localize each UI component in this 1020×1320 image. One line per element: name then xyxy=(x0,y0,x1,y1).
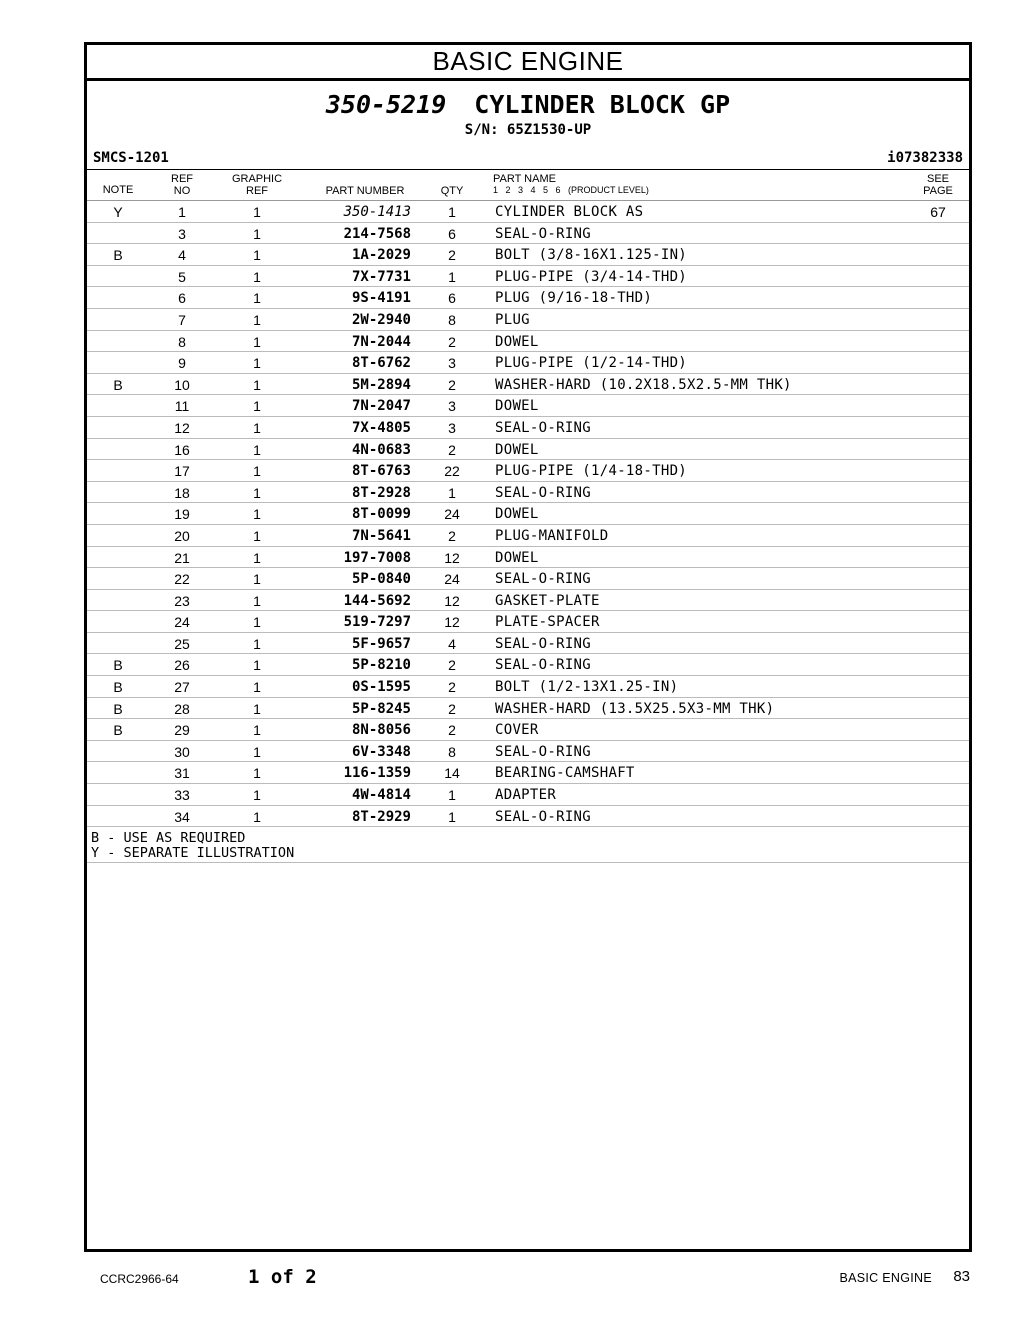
qty-cell: 1 xyxy=(448,204,456,220)
part-name-cell: WASHER-HARD (13.5X25.5X3-MM THK) xyxy=(495,700,775,717)
qty-cell: 3 xyxy=(448,398,456,415)
part-name-cell: PLUG xyxy=(495,311,530,328)
ref-no-cell: 19 xyxy=(174,506,190,523)
qty-cell: 2 xyxy=(448,333,456,350)
part-name-cell: GASKET-PLATE xyxy=(495,592,600,609)
footer-section: BASIC ENGINE xyxy=(839,1271,932,1285)
group-name: CYLINDER BLOCK GP xyxy=(474,90,731,119)
qty-cell: 2 xyxy=(448,441,456,458)
table-row xyxy=(87,654,969,676)
publication-number: CCRC2966-64 xyxy=(100,1272,179,1286)
ref-no-cell: 8 xyxy=(178,333,186,350)
ref-no-cell: 1 xyxy=(178,204,186,220)
table-row xyxy=(87,698,969,720)
qty-cell: 3 xyxy=(448,355,456,372)
ref-no-cell: 28 xyxy=(174,700,190,717)
table-row xyxy=(87,309,969,331)
part-name-cell: BEARING-CAMSHAFT xyxy=(495,765,635,782)
graphic-ref-cell: 1 xyxy=(253,614,261,631)
graphic-ref-cell: 1 xyxy=(253,787,261,804)
page-footer xyxy=(0,1266,1020,1290)
page-number: 83 xyxy=(953,1268,970,1285)
graphic-ref-cell: 1 xyxy=(253,527,261,544)
part-number-cell: 8T-6762 xyxy=(351,355,411,372)
graphic-ref-cell: 1 xyxy=(253,571,261,588)
note-cell: B xyxy=(113,657,123,674)
qty-cell: 1 xyxy=(448,268,456,285)
part-name-cell: SEAL-O-RING xyxy=(495,571,592,588)
graphic-ref-cell: 1 xyxy=(253,355,261,372)
table-row xyxy=(87,395,969,417)
table-row xyxy=(87,287,969,309)
parts-list xyxy=(87,201,969,827)
part-name-cell: DOWEL xyxy=(495,441,539,458)
part-number-cell: 6V-3348 xyxy=(351,743,411,760)
note-cell: B xyxy=(113,700,123,717)
note-y: Y - SEPARATE ILLUSTRATION xyxy=(91,845,295,862)
ref-no-cell: 22 xyxy=(174,571,190,588)
table-row xyxy=(87,460,969,482)
part-number-cell: 2W-2940 xyxy=(351,311,411,328)
part-name-cell: PLUG-PIPE (1/4-18-THD) xyxy=(495,463,688,480)
note-cell: B xyxy=(113,376,123,393)
smcs-code: SMCS-1201 xyxy=(93,150,169,166)
ref-no-cell: 6 xyxy=(178,290,186,307)
table-row xyxy=(87,547,969,569)
qty-cell: 22 xyxy=(444,463,460,480)
ref-no-cell: 33 xyxy=(174,787,190,804)
header-part-name: PART NAME xyxy=(493,173,556,185)
qty-cell: 2 xyxy=(448,527,456,544)
part-name-cell: SEAL-O-RING xyxy=(495,225,592,242)
part-number-cell: 8T-0099 xyxy=(351,506,411,523)
part-name-cell: SEAL-O-RING xyxy=(495,808,592,825)
group-number: 350-5219 xyxy=(325,90,447,119)
part-name-cell: PLUG (9/16-18-THD) xyxy=(495,290,653,307)
part-number-cell: 4W-4814 xyxy=(351,787,411,804)
part-number-cell: 9S-4191 xyxy=(351,290,411,307)
qty-cell: 1 xyxy=(448,484,456,501)
graphic-ref-cell: 1 xyxy=(253,722,261,739)
ref-no-cell: 18 xyxy=(174,484,190,501)
ref-no-cell: 30 xyxy=(174,743,190,760)
header-ref-top: REF xyxy=(171,173,193,185)
table-row xyxy=(87,525,969,547)
graphic-ref-cell: 1 xyxy=(253,484,261,501)
qty-cell: 3 xyxy=(448,419,456,436)
header-note: NOTE xyxy=(102,184,134,196)
ref-no-cell: 9 xyxy=(178,355,186,372)
part-number-cell: 5P-8210 xyxy=(351,657,411,674)
note-cell: B xyxy=(113,679,123,696)
table-row xyxy=(87,568,969,590)
table-row xyxy=(87,741,969,763)
header-see-bottom: PAGE xyxy=(923,185,953,197)
part-number-cell: 116-1359 xyxy=(343,765,411,782)
graphic-ref-cell: 1 xyxy=(253,333,261,350)
graphic-ref-cell: 1 xyxy=(253,311,261,328)
table-row xyxy=(87,266,969,288)
part-name-cell: PLUG-PIPE (1/2-14-THD) xyxy=(495,355,688,372)
part-number-cell: 350-1413 xyxy=(343,204,411,220)
part-number-cell: 7N-2044 xyxy=(351,333,411,350)
qty-cell: 14 xyxy=(444,765,460,782)
qty-cell: 24 xyxy=(444,571,460,588)
part-number-cell: 5P-0840 xyxy=(351,571,411,588)
part-name-cell: SEAL-O-RING xyxy=(495,419,592,436)
part-name-cell: DOWEL xyxy=(495,398,539,415)
graphic-ref-cell: 1 xyxy=(253,765,261,782)
table-row xyxy=(87,201,969,223)
part-name-cell: SEAL-O-RING xyxy=(495,635,592,652)
qty-cell: 12 xyxy=(444,549,460,566)
header-gref-bottom: REF xyxy=(246,185,268,197)
ref-no-cell: 34 xyxy=(174,808,190,825)
illustration-id: i07382338 xyxy=(887,150,963,166)
ref-no-cell: 11 xyxy=(174,398,190,415)
part-name-cell: ADAPTER xyxy=(495,787,557,804)
part-name-cell: BOLT (1/2-13X1.25-IN) xyxy=(495,679,679,696)
part-name-cell: CYLINDER BLOCK AS xyxy=(495,204,644,220)
table-row xyxy=(87,331,969,353)
qty-cell: 2 xyxy=(448,700,456,717)
ref-no-cell: 5 xyxy=(178,268,186,285)
part-number-cell: 4N-0683 xyxy=(351,441,411,458)
part-name-cell: DOWEL xyxy=(495,333,539,350)
ref-no-cell: 23 xyxy=(174,592,190,609)
table-row xyxy=(87,223,969,245)
part-name-cell: SEAL-O-RING xyxy=(495,657,592,674)
qty-cell: 1 xyxy=(448,808,456,825)
ref-no-cell: 7 xyxy=(178,311,186,328)
graphic-ref-cell: 1 xyxy=(253,808,261,825)
part-number-cell: 197-7008 xyxy=(343,549,411,566)
header-product-level: 1 2 3 4 5 6 (PRODUCT LEVEL) xyxy=(493,185,649,195)
qty-cell: 2 xyxy=(448,247,456,264)
ref-no-cell: 12 xyxy=(174,419,190,436)
part-name-cell: WASHER-HARD (10.2X18.5X2.5-MM THK) xyxy=(495,376,792,393)
part-number-cell: 7N-2047 xyxy=(351,398,411,415)
part-number-cell: 214-7568 xyxy=(343,225,411,242)
part-name-cell: PLUG-MANIFOLD xyxy=(495,527,609,544)
table-row xyxy=(87,439,969,461)
qty-cell: 24 xyxy=(444,506,460,523)
qty-cell: 12 xyxy=(444,592,460,609)
part-number-cell: 7N-5641 xyxy=(351,527,411,544)
note-cell: B xyxy=(113,247,123,264)
part-number-cell: 144-5692 xyxy=(343,592,411,609)
ref-no-cell: 31 xyxy=(174,765,190,782)
graphic-ref-cell: 1 xyxy=(253,463,261,480)
part-number-cell: 8T-2929 xyxy=(351,808,411,825)
note-cell: B xyxy=(113,722,123,739)
part-number-cell: 0S-1595 xyxy=(351,679,411,696)
qty-cell: 6 xyxy=(448,290,456,307)
part-name-cell: PLATE-SPACER xyxy=(495,614,600,631)
part-number-cell: 519-7297 xyxy=(343,614,411,631)
part-number-cell: 8T-2928 xyxy=(351,484,411,501)
table-row xyxy=(87,611,969,633)
table-row xyxy=(87,244,969,266)
part-number-cell: 8T-6763 xyxy=(351,463,411,480)
graphic-ref-cell: 1 xyxy=(253,419,261,436)
ref-no-cell: 17 xyxy=(174,463,190,480)
note-cell: Y xyxy=(113,204,123,220)
table-row xyxy=(87,762,969,784)
qty-cell: 8 xyxy=(448,311,456,328)
graphic-ref-cell: 1 xyxy=(253,204,261,220)
part-number-cell: 5P-8245 xyxy=(351,700,411,717)
qty-cell: 1 xyxy=(448,787,456,804)
graphic-ref-cell: 1 xyxy=(253,743,261,760)
ref-no-cell: 27 xyxy=(174,679,190,696)
table-row xyxy=(87,352,969,374)
part-number-cell: 5F-9657 xyxy=(351,635,411,652)
ref-no-cell: 4 xyxy=(178,247,186,264)
table-row xyxy=(87,719,969,741)
ref-no-cell: 16 xyxy=(174,441,190,458)
header-qty: QTY xyxy=(440,185,464,197)
part-number-cell: 1A-2029 xyxy=(351,247,411,264)
part-name-cell: COVER xyxy=(495,722,539,739)
qty-cell: 2 xyxy=(448,376,456,393)
table-row xyxy=(87,676,969,698)
ref-no-cell: 3 xyxy=(178,225,186,242)
ref-no-cell: 21 xyxy=(174,549,190,566)
table-row xyxy=(87,784,969,806)
ref-no-cell: 20 xyxy=(174,527,190,544)
graphic-ref-cell: 1 xyxy=(253,635,261,652)
qty-cell: 6 xyxy=(448,225,456,242)
graphic-ref-cell: 1 xyxy=(253,247,261,264)
table-header xyxy=(87,170,969,201)
header-gref-top: GRAPHIC xyxy=(231,173,283,185)
graphic-ref-cell: 1 xyxy=(253,290,261,307)
graphic-ref-cell: 1 xyxy=(253,700,261,717)
qty-cell: 2 xyxy=(448,679,456,696)
page-of: 1 of 2 xyxy=(248,1266,317,1288)
ref-no-cell: 26 xyxy=(174,657,190,674)
part-name-cell: BOLT (3/8-16X1.125-IN) xyxy=(495,247,688,264)
graphic-ref-cell: 1 xyxy=(253,376,261,393)
part-number-cell: 5M-2894 xyxy=(351,376,411,393)
part-name-cell: DOWEL xyxy=(495,506,539,523)
note-b: B - USE AS REQUIRED xyxy=(91,830,246,847)
group-title xyxy=(87,91,969,119)
table-row xyxy=(87,806,969,828)
graphic-ref-cell: 1 xyxy=(253,679,261,696)
graphic-ref-cell: 1 xyxy=(253,268,261,285)
graphic-ref-cell: 1 xyxy=(253,225,261,242)
graphic-ref-cell: 1 xyxy=(253,592,261,609)
notes-legend xyxy=(87,827,969,863)
graphic-ref-cell: 1 xyxy=(253,441,261,458)
table-row xyxy=(87,374,969,396)
part-name-cell: DOWEL xyxy=(495,549,539,566)
ref-no-cell: 10 xyxy=(174,376,190,393)
part-number-cell: 7X-7731 xyxy=(351,268,411,285)
header-ref-bottom: NO xyxy=(173,185,191,197)
graphic-ref-cell: 1 xyxy=(253,657,261,674)
qty-cell: 2 xyxy=(448,657,456,674)
see-page-cell: 67 xyxy=(930,204,946,220)
graphic-ref-cell: 1 xyxy=(253,506,261,523)
part-number-cell: 8N-8056 xyxy=(351,722,411,739)
qty-cell: 4 xyxy=(448,635,456,652)
table-row xyxy=(87,482,969,504)
table-row xyxy=(87,503,969,525)
table-row xyxy=(87,633,969,655)
ref-no-cell: 25 xyxy=(174,635,190,652)
qty-cell: 8 xyxy=(448,743,456,760)
part-name-cell: SEAL-O-RING xyxy=(495,484,592,501)
table-row xyxy=(87,417,969,439)
part-name-cell: SEAL-O-RING xyxy=(495,743,592,760)
header-see-top: SEE xyxy=(926,173,949,185)
meta-row xyxy=(87,147,969,170)
part-number-cell: 7X-4805 xyxy=(351,419,411,436)
qty-cell: 2 xyxy=(448,722,456,739)
graphic-ref-cell: 1 xyxy=(253,549,261,566)
section-title: BASIC ENGINE xyxy=(87,45,969,81)
ref-no-cell: 24 xyxy=(174,614,190,631)
serial-number-range: S/N: 65Z1530-UP xyxy=(464,122,592,138)
header-part-number: PART NUMBER xyxy=(325,185,405,197)
ref-no-cell: 29 xyxy=(174,722,190,739)
part-name-cell: PLUG-PIPE (3/4-14-THD) xyxy=(495,268,688,285)
qty-cell: 12 xyxy=(444,614,460,631)
graphic-ref-cell: 1 xyxy=(253,398,261,415)
table-row xyxy=(87,590,969,612)
parts-page-frame xyxy=(84,42,972,1252)
